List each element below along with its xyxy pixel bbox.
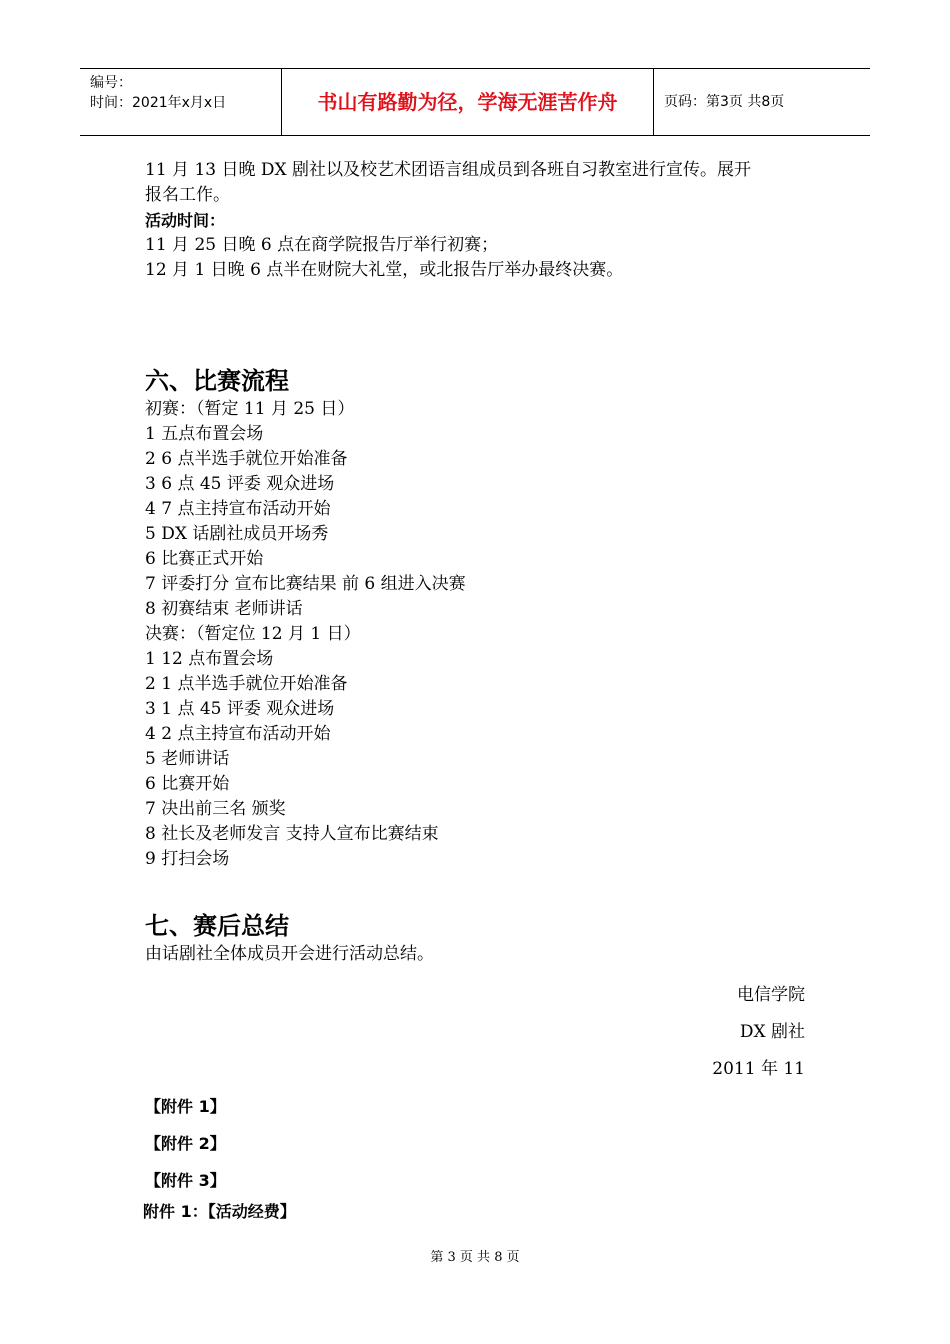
- final-step: 9 打扫会场: [145, 849, 230, 869]
- final-step: 3 1 点 45 评委 观众进场: [145, 699, 335, 719]
- activity-time-2: 12 月 1 日晚 6 点半在财院大礼堂，或北报告厅举办最终决赛。: [145, 260, 624, 280]
- final-step: 5 老师讲话: [145, 749, 230, 769]
- activity-time-heading: 活动时间：: [145, 211, 226, 230]
- attachment-1-title: 附件 1：【活动经费】: [143, 1202, 296, 1221]
- prelim-step: 7 评委打分 宣布比赛结果 前 6 组进入决赛: [145, 574, 466, 594]
- prelim-step: 4 7 点主持宣布活动开始: [145, 499, 331, 519]
- prelim-step: 1 五点布置会场: [145, 424, 264, 444]
- final-step: 8 社长及老师发言 支持人宣布比赛结束: [145, 824, 439, 844]
- document-body: [145, 158, 815, 1224]
- signature-org-2: DX 剧社: [739, 1022, 805, 1042]
- final-step: 7 决出前三名 颁奖: [145, 799, 286, 819]
- prelim-step: 5 DX 话剧社成员开场秀: [145, 524, 329, 544]
- signature-org-1: 电信学院: [737, 985, 805, 1005]
- attachment-3: 【附件 3】: [145, 1171, 226, 1190]
- header-page-info: 页码：第3页 共8页: [664, 94, 785, 110]
- section-7-title: 七、赛后总结: [145, 912, 289, 940]
- final-step: 1 12 点布置会场: [145, 649, 274, 669]
- page-footer: 第 3 页 共 8 页: [430, 1250, 520, 1265]
- intro-line-2: 报名工作。: [145, 185, 230, 205]
- prelim-step: 2 6 点半选手就位开始准备: [145, 449, 348, 469]
- final-step: 6 比赛开始: [145, 774, 230, 794]
- final-step: 2 1 点半选手就位开始准备: [145, 674, 348, 694]
- time-label: 时间：2021年x月x日: [90, 95, 227, 111]
- prelim-heading: 初赛：（暂定 11 月 25 日）: [145, 399, 355, 419]
- final-heading: 决赛：（暂定位 12 月 1 日）: [145, 624, 361, 644]
- attachment-2: 【附件 2】: [145, 1134, 226, 1153]
- intro-line-1: 11 月 13 日晚 DX 剧社以及校艺术团语言组成员到各班自习教室进行宣传。展开: [145, 160, 752, 180]
- header-table: [80, 68, 870, 136]
- number-label: 编号：: [90, 75, 132, 91]
- prelim-step: 8 初赛结束 老师讲话: [145, 599, 303, 619]
- header-motto: 书山有路勤为径，学海无涯苦作舟: [282, 69, 654, 135]
- summary-text: 由话剧社全体成员开会进行活动总结。: [145, 944, 434, 964]
- section-6-title: 六、比赛流程: [145, 367, 289, 395]
- final-step: 4 2 点主持宣布活动开始: [145, 724, 331, 744]
- activity-time-1: 11 月 25 日晚 6 点在商学院报告厅举行初赛；: [145, 235, 499, 255]
- header-meta: [80, 69, 282, 135]
- attachment-1: 【附件 1】: [145, 1097, 226, 1116]
- prelim-step: 3 6 点 45 评委 观众进场: [145, 474, 335, 494]
- prelim-step: 6 比赛正式开始: [145, 549, 264, 569]
- signature-date: 2011 年 11: [712, 1059, 805, 1079]
